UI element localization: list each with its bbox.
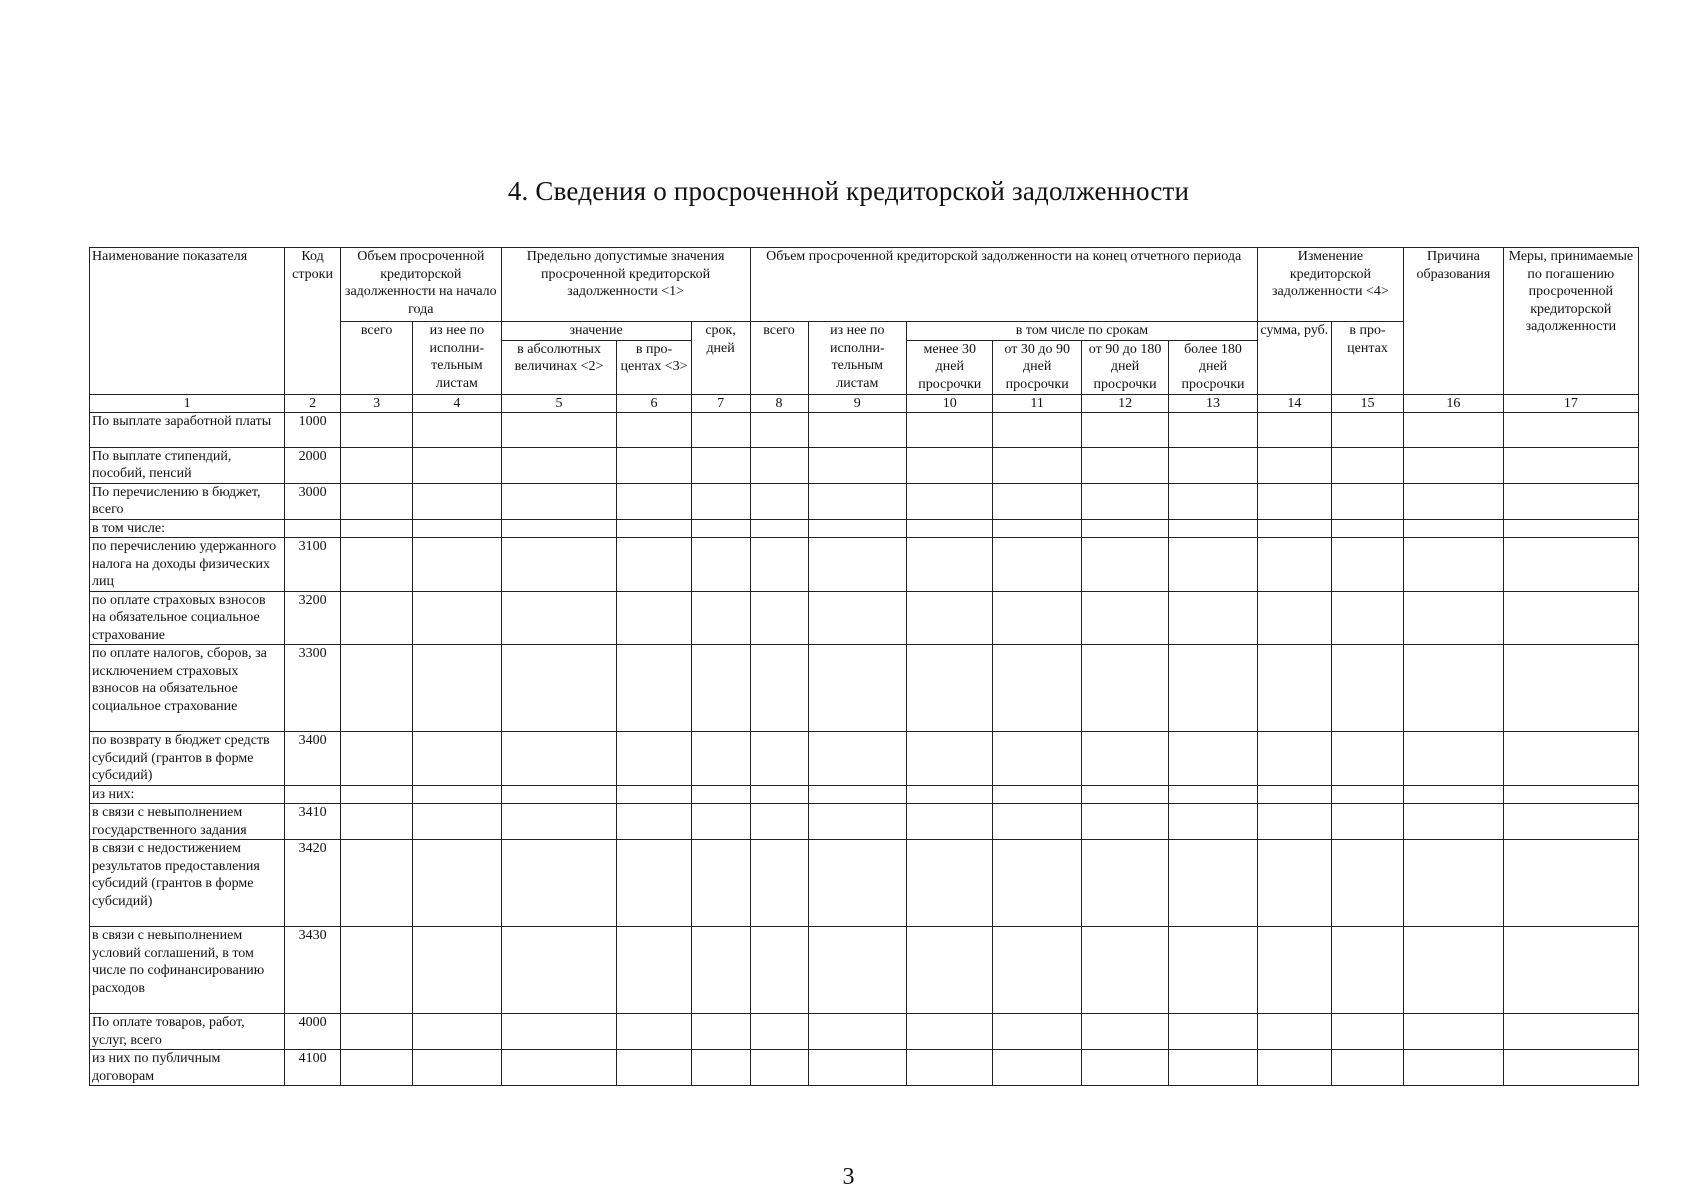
empty-cell	[907, 785, 993, 804]
empty-cell	[1404, 412, 1504, 447]
empty-cell	[808, 804, 907, 840]
column-number: 11	[993, 394, 1081, 412]
empty-cell	[1404, 519, 1504, 538]
empty-cell	[993, 927, 1081, 1014]
empty-cell	[1081, 1050, 1168, 1086]
column-number: 7	[691, 394, 750, 412]
empty-cell	[1257, 927, 1331, 1014]
table-row	[90, 840, 1639, 927]
empty-cell	[1169, 1050, 1257, 1086]
column-number: 15	[1331, 394, 1403, 412]
empty-cell	[341, 1050, 413, 1086]
row-code: 3400	[285, 732, 341, 786]
row-code: 3430	[285, 927, 341, 1014]
empty-cell	[750, 483, 808, 519]
empty-cell	[1081, 1014, 1168, 1050]
row-name: в том числе:	[90, 519, 285, 538]
empty-cell	[750, 447, 808, 483]
empty-cell	[617, 1050, 691, 1086]
empty-cell	[1081, 591, 1168, 645]
empty-cell	[907, 591, 993, 645]
empty-cell	[413, 483, 501, 519]
empty-cell	[750, 412, 808, 447]
empty-cell	[1404, 840, 1504, 927]
empty-cell	[1081, 519, 1168, 538]
empty-cell	[1331, 804, 1403, 840]
table-row	[90, 519, 1639, 538]
header-90-180: от 90 до 180 дней просрочки	[1081, 340, 1168, 394]
empty-cell	[1331, 732, 1403, 786]
column-number: 8	[750, 394, 808, 412]
empty-cell	[341, 519, 413, 538]
empty-cell	[907, 804, 993, 840]
column-number: 16	[1404, 394, 1504, 412]
column-number: 1	[90, 394, 285, 412]
empty-cell	[341, 412, 413, 447]
empty-cell	[1257, 412, 1331, 447]
empty-cell	[617, 732, 691, 786]
empty-cell	[617, 519, 691, 538]
empty-cell	[907, 412, 993, 447]
empty-cell	[691, 1050, 750, 1086]
empty-cell	[1169, 785, 1257, 804]
empty-cell	[993, 645, 1081, 732]
empty-cell	[617, 591, 691, 645]
empty-cell	[1331, 785, 1403, 804]
empty-cell	[691, 538, 750, 592]
empty-cell	[907, 732, 993, 786]
empty-cell	[1331, 483, 1403, 519]
column-number: 17	[1503, 394, 1638, 412]
empty-cell	[1503, 785, 1638, 804]
column-number: 4	[413, 394, 501, 412]
empty-cell	[413, 447, 501, 483]
empty-cell	[1503, 538, 1638, 592]
empty-cell	[1404, 732, 1504, 786]
header-reason: Причина образования	[1404, 248, 1504, 395]
header-limit-percent: в про-центах <3>	[617, 340, 691, 394]
empty-cell	[413, 732, 501, 786]
empty-cell	[1169, 412, 1257, 447]
table-row	[90, 645, 1639, 732]
empty-cell	[1257, 804, 1331, 840]
header-limit-term: срок, дней	[691, 322, 750, 395]
empty-cell	[413, 785, 501, 804]
empty-cell	[501, 483, 617, 519]
empty-cell	[907, 538, 993, 592]
header-name: Наименование показателя	[90, 248, 285, 395]
empty-cell	[1404, 645, 1504, 732]
header-begin-total: всего	[341, 322, 413, 395]
row-code: 3000	[285, 483, 341, 519]
row-name: из них по публичным договорам	[90, 1050, 285, 1086]
empty-cell	[1081, 483, 1168, 519]
empty-cell	[808, 483, 907, 519]
row-code: 3420	[285, 840, 341, 927]
empty-cell	[691, 591, 750, 645]
empty-cell	[1503, 483, 1638, 519]
empty-cell	[413, 519, 501, 538]
column-number: 14	[1257, 394, 1331, 412]
page-number: 3	[842, 1164, 855, 1190]
empty-cell	[1257, 447, 1331, 483]
empty-cell	[993, 804, 1081, 840]
empty-cell	[1257, 732, 1331, 786]
empty-cell	[1169, 483, 1257, 519]
empty-cell	[1331, 1014, 1403, 1050]
empty-cell	[1503, 732, 1638, 786]
empty-cell	[413, 538, 501, 592]
empty-cell	[341, 1014, 413, 1050]
row-code: 4000	[285, 1014, 341, 1050]
empty-cell	[1331, 519, 1403, 538]
empty-cell	[341, 927, 413, 1014]
empty-cell	[341, 591, 413, 645]
empty-cell	[1404, 1014, 1504, 1050]
empty-cell	[691, 1014, 750, 1050]
empty-cell	[993, 519, 1081, 538]
empty-cell	[1081, 840, 1168, 927]
empty-cell	[1503, 840, 1638, 927]
empty-cell	[617, 785, 691, 804]
empty-cell	[501, 447, 617, 483]
empty-cell	[907, 840, 993, 927]
row-name: По перечислению в бюджет, всего	[90, 483, 285, 519]
empty-cell	[501, 1014, 617, 1050]
empty-cell	[1257, 519, 1331, 538]
empty-cell	[1331, 1050, 1403, 1086]
row-name: из них:	[90, 785, 285, 804]
empty-cell	[413, 840, 501, 927]
empty-cell	[750, 645, 808, 732]
column-number: 2	[285, 394, 341, 412]
header-limit-value: значение	[501, 322, 691, 341]
empty-cell	[1331, 840, 1403, 927]
row-code: 1000	[285, 412, 341, 447]
empty-cell	[341, 483, 413, 519]
empty-cell	[341, 804, 413, 840]
empty-cell	[993, 840, 1081, 927]
overdue-payables-table	[89, 247, 1639, 1086]
empty-cell	[1404, 785, 1504, 804]
header-gt180: более 180 дней просрочки	[1169, 340, 1257, 394]
empty-cell	[1503, 927, 1638, 1014]
empty-cell	[413, 804, 501, 840]
empty-cell	[341, 538, 413, 592]
empty-cell	[413, 412, 501, 447]
table-row	[90, 412, 1639, 447]
empty-cell	[1503, 519, 1638, 538]
empty-cell	[501, 538, 617, 592]
empty-cell	[691, 785, 750, 804]
empty-cell	[907, 927, 993, 1014]
empty-cell	[808, 412, 907, 447]
row-name: По выплате стипендий, пособий, пенсий	[90, 447, 285, 483]
header-end-exec: из нее по исполни-тельным листам	[808, 322, 907, 395]
empty-cell	[993, 591, 1081, 645]
empty-cell	[617, 538, 691, 592]
header-measures: Меры, принимаемые по погашению просроченной кредиторской задолженности	[1503, 248, 1638, 395]
empty-cell	[1404, 447, 1504, 483]
header-begin-group: Объем просроченной кредиторской задолженности на начало года	[341, 248, 502, 322]
empty-cell	[1169, 519, 1257, 538]
table-row	[90, 927, 1639, 1014]
empty-cell	[808, 1050, 907, 1086]
header-code: Код строки	[285, 248, 341, 395]
table-row	[90, 447, 1639, 483]
empty-cell	[1503, 1050, 1638, 1086]
empty-cell	[691, 483, 750, 519]
empty-cell	[1331, 927, 1403, 1014]
empty-cell	[413, 1014, 501, 1050]
empty-cell	[1503, 804, 1638, 840]
empty-cell	[1257, 1050, 1331, 1086]
empty-cell	[750, 1050, 808, 1086]
empty-cell	[907, 645, 993, 732]
empty-cell	[501, 645, 617, 732]
empty-cell	[617, 412, 691, 447]
empty-cell	[808, 1014, 907, 1050]
empty-cell	[691, 447, 750, 483]
empty-cell	[1503, 645, 1638, 732]
column-number: 6	[617, 394, 691, 412]
empty-cell	[1331, 538, 1403, 592]
row-name: По оплате товаров, работ, услуг, всего	[90, 1014, 285, 1050]
row-code: 3200	[285, 591, 341, 645]
header-end-group: Объем просроченной кредиторской задолженности на конец отчетного периода	[750, 248, 1257, 322]
empty-cell	[750, 732, 808, 786]
empty-cell	[808, 645, 907, 732]
empty-cell	[1404, 538, 1504, 592]
empty-cell	[1169, 447, 1257, 483]
table-row	[90, 1050, 1639, 1086]
empty-cell	[1503, 412, 1638, 447]
column-number: 12	[1081, 394, 1168, 412]
empty-cell	[750, 840, 808, 927]
empty-cell	[1503, 591, 1638, 645]
empty-cell	[1404, 927, 1504, 1014]
row-code	[285, 519, 341, 538]
column-number: 5	[501, 394, 617, 412]
empty-cell	[993, 1014, 1081, 1050]
row-name: по перечислению удержанного налога на доходы физических лиц	[90, 538, 285, 592]
empty-cell	[1404, 591, 1504, 645]
row-code: 3100	[285, 538, 341, 592]
empty-cell	[1257, 1014, 1331, 1050]
empty-cell	[750, 591, 808, 645]
empty-cell	[750, 785, 808, 804]
header-row-1	[90, 248, 1639, 322]
empty-cell	[1257, 483, 1331, 519]
empty-cell	[691, 519, 750, 538]
empty-cell	[617, 840, 691, 927]
empty-cell	[993, 785, 1081, 804]
column-number: 10	[907, 394, 993, 412]
table-body	[90, 412, 1639, 1086]
empty-cell	[907, 1050, 993, 1086]
table-row	[90, 483, 1639, 519]
empty-cell	[1169, 840, 1257, 927]
header-30-90: от 30 до 90 дней просрочки	[993, 340, 1081, 394]
empty-cell	[691, 732, 750, 786]
empty-cell	[808, 732, 907, 786]
table-row	[90, 538, 1639, 592]
row-name: по оплате страховых взносов на обязательное социальное страхование	[90, 591, 285, 645]
empty-cell	[750, 804, 808, 840]
empty-cell	[808, 840, 907, 927]
empty-cell	[1081, 732, 1168, 786]
empty-cell	[501, 519, 617, 538]
empty-cell	[808, 927, 907, 1014]
empty-cell	[808, 447, 907, 483]
empty-cell	[907, 447, 993, 483]
empty-cell	[750, 927, 808, 1014]
empty-cell	[691, 840, 750, 927]
empty-cell	[993, 538, 1081, 592]
empty-cell	[1404, 804, 1504, 840]
row-code: 2000	[285, 447, 341, 483]
empty-cell	[1169, 645, 1257, 732]
row-name: в связи с невыполнением государственного задания	[90, 804, 285, 840]
empty-cell	[993, 483, 1081, 519]
empty-cell	[1169, 1014, 1257, 1050]
empty-cell	[617, 804, 691, 840]
row-name: По выплате заработной платы	[90, 412, 285, 447]
empty-cell	[808, 519, 907, 538]
table-row	[90, 1014, 1639, 1050]
empty-cell	[808, 591, 907, 645]
empty-cell	[1169, 732, 1257, 786]
empty-cell	[907, 1014, 993, 1050]
empty-cell	[501, 804, 617, 840]
empty-cell	[617, 645, 691, 732]
row-code: 3300	[285, 645, 341, 732]
empty-cell	[1331, 447, 1403, 483]
empty-cell	[413, 927, 501, 1014]
empty-cell	[750, 538, 808, 592]
empty-cell	[1081, 645, 1168, 732]
empty-cell	[691, 645, 750, 732]
table-row	[90, 785, 1639, 804]
column-number: 3	[341, 394, 413, 412]
empty-cell	[341, 645, 413, 732]
empty-cell	[617, 1014, 691, 1050]
empty-cell	[1331, 412, 1403, 447]
row-name: в связи с недостижением результатов предоставления субсидий (грантов в форме субсидий)	[90, 840, 285, 927]
empty-cell	[1081, 785, 1168, 804]
empty-cell	[907, 483, 993, 519]
empty-cell	[413, 1050, 501, 1086]
empty-cell	[1169, 927, 1257, 1014]
header-change-group: Изменение кредиторской задолженности <4>	[1257, 248, 1403, 322]
empty-cell	[993, 1050, 1081, 1086]
empty-cell	[1169, 591, 1257, 645]
row-code: 4100	[285, 1050, 341, 1086]
empty-cell	[993, 412, 1081, 447]
empty-cell	[341, 785, 413, 804]
empty-cell	[993, 732, 1081, 786]
empty-cell	[617, 927, 691, 1014]
empty-cell	[750, 519, 808, 538]
empty-cell	[501, 785, 617, 804]
header-lt30: менее 30 дней просрочки	[907, 340, 993, 394]
empty-cell	[1257, 538, 1331, 592]
empty-cell	[691, 927, 750, 1014]
empty-cell	[1081, 804, 1168, 840]
empty-cell	[1257, 645, 1331, 732]
empty-cell	[501, 1050, 617, 1086]
header-change-percent: в про-центах	[1331, 322, 1403, 395]
empty-cell	[617, 447, 691, 483]
header-by-terms: в том числе по срокам	[907, 322, 1258, 341]
row-name: по оплате налогов, сборов, за исключением страховых взносов на обязательное социальное страхование	[90, 645, 285, 732]
empty-cell	[750, 1014, 808, 1050]
row-code	[285, 785, 341, 804]
empty-cell	[1257, 840, 1331, 927]
empty-cell	[1081, 927, 1168, 1014]
empty-cell	[341, 732, 413, 786]
empty-cell	[413, 591, 501, 645]
empty-cell	[501, 591, 617, 645]
row-name: по возврату в бюджет средств субсидий (грантов в форме субсидий)	[90, 732, 285, 786]
empty-cell	[907, 519, 993, 538]
empty-cell	[1503, 1014, 1638, 1050]
empty-cell	[808, 538, 907, 592]
empty-cell	[501, 412, 617, 447]
column-number: 9	[808, 394, 907, 412]
empty-cell	[617, 483, 691, 519]
empty-cell	[1404, 1050, 1504, 1086]
header-begin-exec: из нее по исполни-тельным листам	[413, 322, 501, 395]
header-end-total: всего	[750, 322, 808, 395]
empty-cell	[1169, 538, 1257, 592]
empty-cell	[1169, 804, 1257, 840]
table-row	[90, 591, 1639, 645]
empty-cell	[808, 785, 907, 804]
empty-cell	[1503, 447, 1638, 483]
empty-cell	[501, 927, 617, 1014]
header-limit-group: Предельно допустимые значения просроченной кредиторской задолженности <1>	[501, 248, 750, 322]
empty-cell	[691, 412, 750, 447]
empty-cell	[1081, 538, 1168, 592]
page-title: 4. Сведения о просроченной кредиторской задолженности	[507, 176, 1190, 206]
empty-cell	[1331, 591, 1403, 645]
empty-cell	[501, 840, 617, 927]
table-row	[90, 804, 1639, 840]
column-number: 13	[1169, 394, 1257, 412]
empty-cell	[1404, 483, 1504, 519]
row-name: в связи с невыполнением условий соглашений, в том числе по софинансированию расходов	[90, 927, 285, 1014]
empty-cell	[1257, 591, 1331, 645]
empty-cell	[501, 732, 617, 786]
empty-cell	[1081, 412, 1168, 447]
empty-cell	[341, 840, 413, 927]
header-change-sum: сумма, руб.	[1257, 322, 1331, 395]
column-number-row	[90, 394, 1639, 412]
empty-cell	[413, 645, 501, 732]
empty-cell	[691, 804, 750, 840]
empty-cell	[341, 447, 413, 483]
row-code: 3410	[285, 804, 341, 840]
empty-cell	[1331, 645, 1403, 732]
empty-cell	[1081, 447, 1168, 483]
empty-cell	[1257, 785, 1331, 804]
header-limit-absolute: в абсолютных величинах <2>	[501, 340, 617, 394]
empty-cell	[993, 447, 1081, 483]
table-row	[90, 732, 1639, 786]
